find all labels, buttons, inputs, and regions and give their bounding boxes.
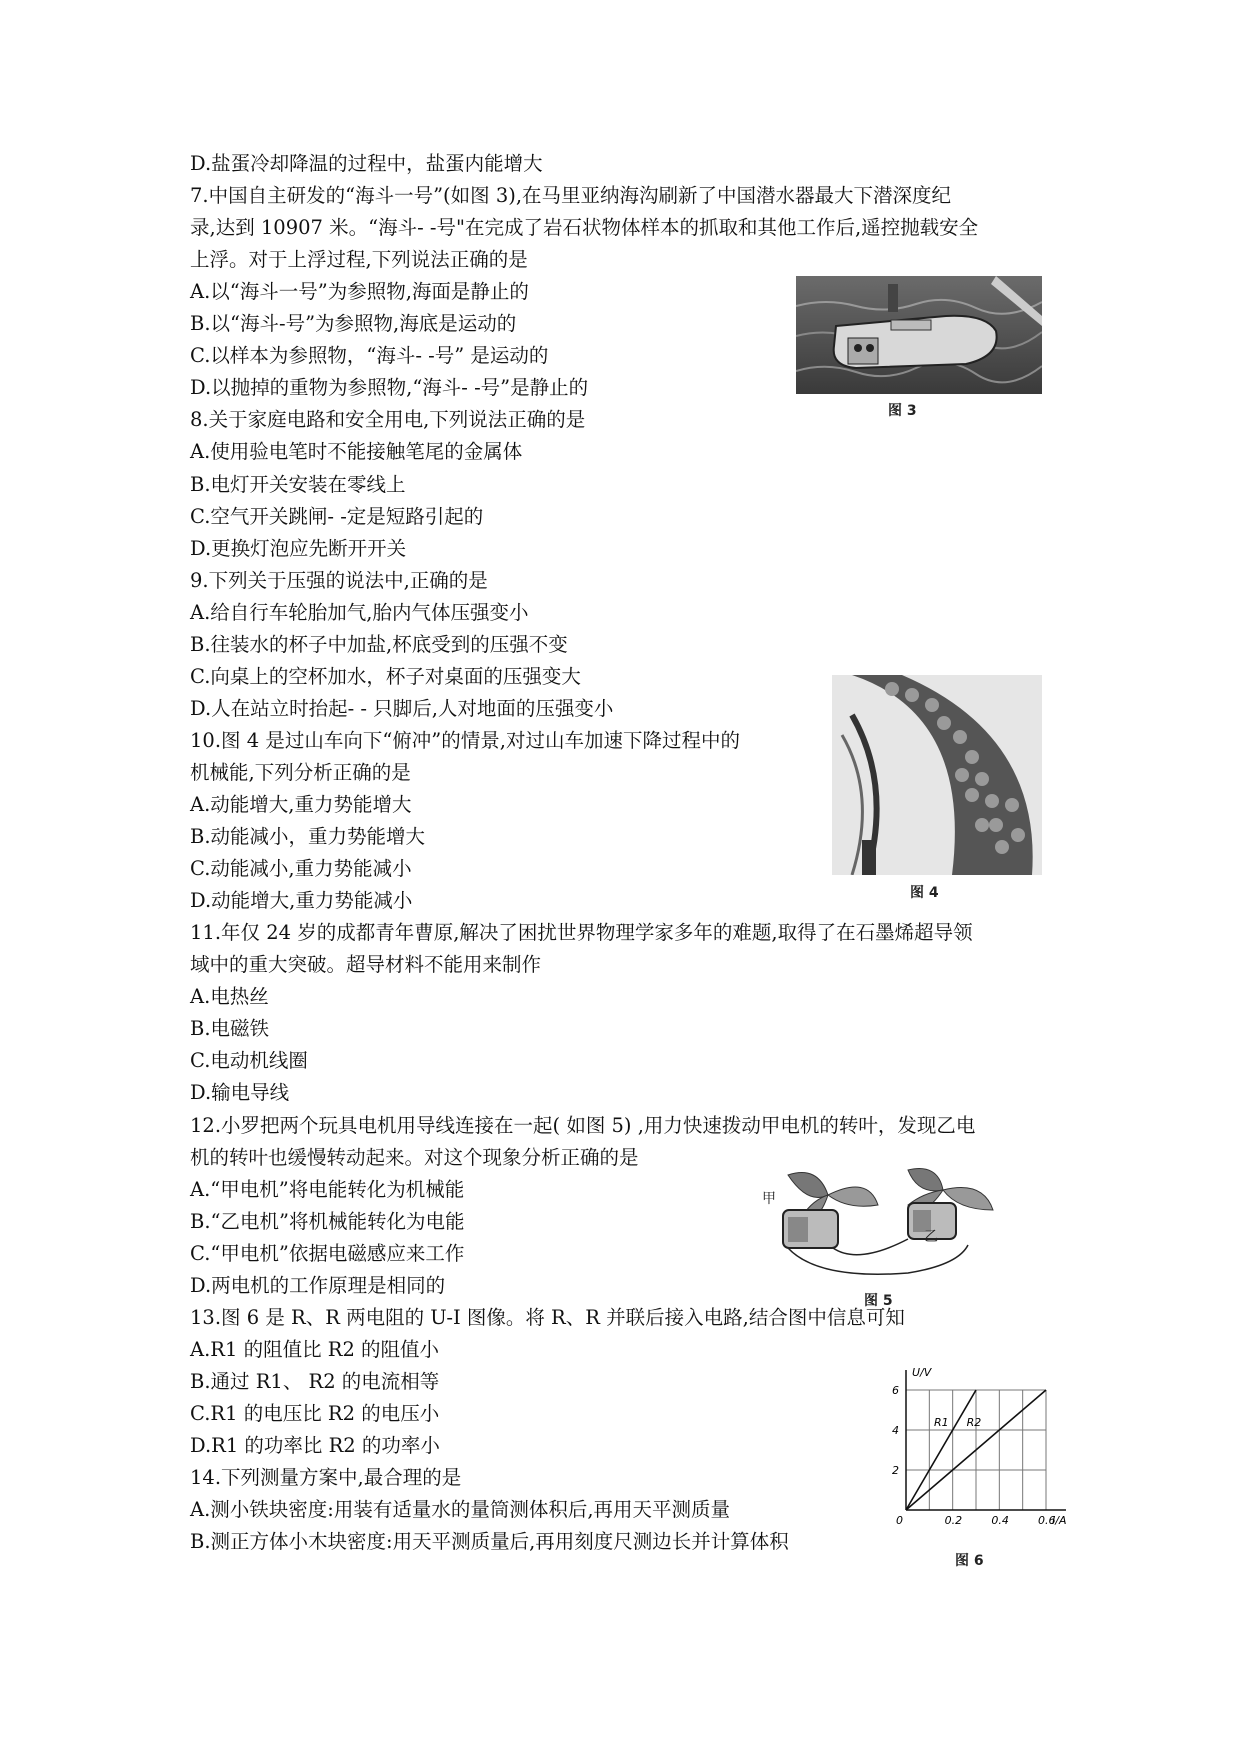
text-line: 9.下列关于压强的说法中,正确的是 bbox=[190, 569, 488, 592]
text-line: A.动能增大,重力势能增大 bbox=[190, 793, 412, 816]
text-line: 8.关于家庭电路和安全用电,下列说法正确的是 bbox=[190, 408, 586, 431]
text-line: B.以“海斗-号”为参照物,海底是运动的 bbox=[190, 312, 517, 335]
text-line: B.通过 R1、 R2 的电流相等 bbox=[190, 1370, 440, 1393]
text-line: C.向桌上的空杯加水，杯子对桌面的压强变大 bbox=[190, 665, 581, 688]
text-line: 7.中国自主研发的“海斗一号”(如图 3),在马里亚纳海沟刷新了中国潜水器最大下潜深度纪 bbox=[190, 184, 952, 207]
text-line: D.人在站立时抬起- - 只脚后,人对地面的压强变小 bbox=[190, 697, 614, 720]
x-tick-label: 0.4 bbox=[991, 1514, 1009, 1527]
text-line: A.以“海斗一号”为参照物,海面是静止的 bbox=[190, 280, 529, 303]
figure-5-label-yi: 乙 bbox=[924, 1229, 938, 1245]
text-line: A.“甲电机”将电能转化为机械能 bbox=[190, 1178, 465, 1201]
x-tick-label: 0.2 bbox=[944, 1514, 963, 1527]
figure-6-caption: 图 6 bbox=[955, 1553, 984, 1569]
text-line: D.以抛掉的重物为参照物,“海斗- -号”是静止的 bbox=[190, 376, 589, 399]
text-line: A.使用验电笔时不能接触笔尾的金属体 bbox=[190, 440, 523, 463]
text-line: B.电灯开关安装在零线上 bbox=[190, 473, 406, 496]
text-line: 域中的重大突破。超导材料不能用来制作 bbox=[190, 953, 542, 976]
text-line: D.动能增大,重力势能减小 bbox=[190, 889, 413, 912]
text-line: 13.图 6 是 R、R 两电阻的 U-I 图像。将 R、R 并联后接入电路,结合图中信息可知 bbox=[190, 1306, 905, 1329]
text-line: C.动能减小,重力势能减小 bbox=[190, 857, 412, 880]
text-line: B.往装水的杯子中加盐,杯底受到的压强不变 bbox=[190, 633, 568, 656]
x-axis-label: I/A bbox=[1052, 1514, 1067, 1527]
x-tick-label: 0.6 bbox=[1038, 1514, 1056, 1527]
text-line: 10.图 4 是过山车向下“俯冲”的情景,对过山车加速下降过程中的 bbox=[190, 729, 740, 752]
figure-4-caption: 图 4 bbox=[910, 885, 939, 901]
y-axis-label: U/V bbox=[912, 1366, 932, 1379]
text-line: 机械能,下列分析正确的是 bbox=[190, 761, 411, 784]
text-line: A.R1 的阻值比 R2 的阻值小 bbox=[190, 1338, 440, 1361]
figure-3-caption: 图 3 bbox=[888, 403, 917, 419]
figure-6-chart bbox=[880, 1360, 1090, 1540]
text-line: B.动能减小，重力势能增大 bbox=[190, 825, 426, 848]
y-tick-label: 6 bbox=[892, 1384, 899, 1397]
text-line: A.给自行车轮胎加气,胎内气体压强变小 bbox=[190, 601, 529, 624]
text-line: 11.年仅 24 岁的成都青年曹原,解决了困扰世界物理学家多年的难题,取得了在石墨烯超导领 bbox=[190, 921, 973, 944]
series-line-r1 bbox=[906, 1390, 976, 1510]
text-line: D.输电导线 bbox=[190, 1081, 290, 1104]
text-line: 14.下列测量方案中,最合理的是 bbox=[190, 1466, 462, 1489]
text-line: D.更换灯泡应先断开开关 bbox=[190, 537, 407, 560]
text-line: C.空气开关跳闸- -定是短路引起的 bbox=[190, 505, 484, 528]
y-tick-label: 4 bbox=[892, 1424, 899, 1437]
text-line: A.电热丝 bbox=[190, 985, 269, 1008]
text-line: 机的转叶也缓慢转动起来。对这个现象分析正确的是 bbox=[190, 1146, 639, 1169]
text-line: C.R1 的电压比 R2 的电压小 bbox=[190, 1402, 440, 1425]
text-line: C.电动机线圈 bbox=[190, 1049, 308, 1072]
text-line: B.电磁铁 bbox=[190, 1017, 270, 1040]
text-line: D.R1 的功率比 R2 的功率小 bbox=[190, 1434, 440, 1457]
text-line: B.测正方体小木块密度:用天平测质量后,再用刻度尺测边长并计算体积 bbox=[190, 1530, 789, 1553]
y-tick-label: 2 bbox=[892, 1464, 899, 1477]
text-line: D.盐蛋冷却降温的过程中，盐蛋内能增大 bbox=[190, 152, 543, 175]
figure-4-photo bbox=[832, 675, 1042, 875]
text-line: 上浮。对于上浮过程,下列说法正确的是 bbox=[190, 248, 528, 271]
text-line: 录,达到 10907 米。“海斗- -号"在完成了岩石状物体样本的抓取和其他工作后,遥控抛载安全 bbox=[190, 216, 979, 239]
text-line: 12.小罗把两个玩具电机用导线连接在一起( 如图 5) ,用力快速拨动甲电机的转叶，发现乙电 bbox=[190, 1114, 976, 1137]
origin-label: 0 bbox=[896, 1514, 903, 1527]
series-label-r1: R1 bbox=[934, 1416, 949, 1429]
figure-5-label-jia: 甲 bbox=[762, 1191, 776, 1207]
text-line: A.测小铁块密度:用装有适量水的量筒测体积后,再用天平测质量 bbox=[190, 1498, 731, 1521]
text-line: B.“乙电机”将机械能转化为电能 bbox=[190, 1210, 465, 1233]
text-line: C.“甲电机”依据电磁感应来工作 bbox=[190, 1242, 465, 1265]
figure-5-caption: 图 5 bbox=[864, 1293, 893, 1309]
text-line: C.以样本为参照物，“海斗- -号” 是运动的 bbox=[190, 344, 549, 367]
series-label-r2: R2 bbox=[966, 1416, 982, 1429]
figure-5-motors bbox=[758, 1165, 1012, 1285]
text-line: D.两电机的工作原理是相同的 bbox=[190, 1274, 446, 1297]
figure-3-photo bbox=[796, 276, 1042, 394]
